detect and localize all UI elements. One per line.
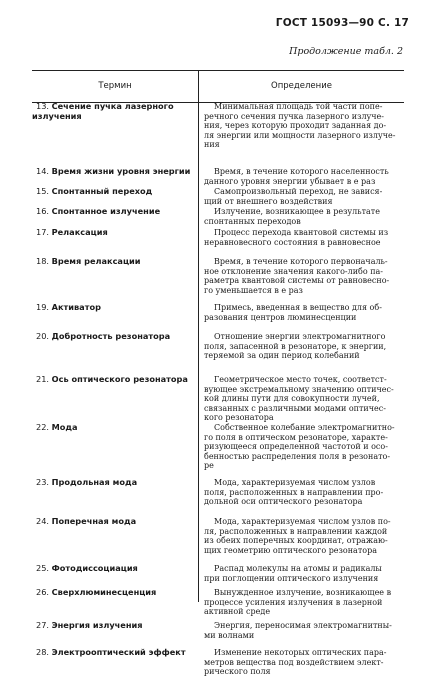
term-text: Спонтанное излучение [51, 206, 161, 216]
definition-cell [204, 423, 402, 471]
definition-line: теряемой за один период колебаний [204, 351, 360, 361]
term-number: 22. [36, 422, 52, 432]
definition-cell [204, 648, 402, 677]
definition-line: дольной оси оптического резонатора [204, 497, 363, 507]
definition-line: щий от внешнего воздействия [204, 196, 333, 206]
definition-line: Отношение энергии электромагнитного [214, 332, 386, 341]
definition-line: ния [204, 140, 220, 150]
term-number: 13. [36, 101, 52, 111]
term-line [32, 257, 197, 267]
term-line [32, 648, 197, 658]
definition-cell [204, 187, 402, 206]
definition-line: поля, запасенной в резонаторе, к энергии, [204, 341, 387, 351]
definition-line: Примесь, введенная в вещество для об- [214, 303, 382, 312]
definition-cell [204, 621, 402, 640]
definition-line: раметра квантовой системы от равновесно- [204, 276, 390, 286]
table-column-divider [198, 70, 199, 602]
term-cell [32, 564, 197, 574]
definition-line: активной среде [204, 607, 271, 617]
definition-line: рического поля [204, 667, 271, 677]
definition-line: Время, в течение которого населенность [214, 167, 389, 176]
term-line [32, 478, 197, 488]
term-text: Релаксация [51, 227, 108, 237]
term-number: 14. [36, 166, 52, 176]
term-text: Сечение пучка лазерного [51, 101, 174, 111]
definition-cell [204, 303, 402, 322]
term-text: Добротность резонатора [51, 331, 171, 341]
definition-line: ное отклонение значения какого-либо па- [204, 266, 384, 276]
term-text: Сверхлюминесценция [51, 587, 157, 597]
term-text: Поперечная мода [51, 516, 137, 526]
definition-line: поля, расположенных в направлении про- [204, 487, 384, 497]
term-cell [32, 187, 197, 197]
term-line [32, 332, 197, 342]
term-cell [32, 207, 197, 217]
definition-cell [204, 257, 402, 295]
term-number: 16. [36, 206, 52, 216]
term-text: Время жизни уровня энергии [51, 166, 191, 176]
term-cell [32, 257, 197, 267]
term-number: 21. [36, 374, 52, 384]
definition-line: неравновесного состояния в равновесное [204, 237, 381, 247]
term-line [32, 517, 197, 527]
definition-line: Собственное колебание электромагнитно- [214, 423, 395, 432]
definition-line: вующее экстремальному значению оптичес- [204, 384, 394, 394]
definition-line: Процесс перехода квантовой системы из [214, 228, 389, 237]
definition-line: процессе усиления излучения в лазерной [204, 597, 383, 607]
definition-line: кой длины пути для совокупности лучей, [204, 394, 380, 404]
term-number: 18. [36, 256, 52, 266]
term-number: 20. [36, 331, 52, 341]
definition-line: Вынужденное излучение, возникающее в [214, 588, 392, 597]
term-number: 28. [36, 647, 52, 657]
term-text: Энергия излучения [51, 620, 143, 630]
term-line [32, 303, 197, 313]
definition-line: Распад молекулы на атомы и радикалы [214, 564, 382, 573]
table-top-rule [32, 70, 404, 71]
term-cell [32, 621, 197, 631]
term-cell [32, 228, 197, 238]
definition-line: разования центров люминесценции [204, 312, 357, 322]
term-number: 19. [36, 302, 52, 312]
definition-cell [204, 564, 402, 583]
term-text: Мода [51, 422, 78, 432]
term-number: 15. [36, 186, 52, 196]
term-line [32, 207, 197, 217]
definition-cell [204, 588, 402, 617]
definition-line: Минимальная площадь той части попе- [214, 102, 383, 111]
term-cell [32, 648, 197, 658]
term-line [32, 588, 197, 598]
definition-line: Время, в течение которого первоначаль- [214, 257, 388, 266]
definition-line: го поля в оптическом резонаторе, характе- [204, 432, 388, 442]
term-number: 17. [36, 227, 52, 237]
term-cell [32, 478, 197, 488]
term-cell [32, 588, 197, 598]
table-continuation-caption: Продолжение табл. 2 [289, 46, 403, 57]
term-text: Электрооптический эффект [51, 647, 186, 657]
term-cell [32, 167, 197, 177]
definition-line: щих геометрию оптического резонатора [204, 545, 377, 555]
column-header-definition: Определение [271, 81, 332, 91]
definition-line: Самопроизвольный переход, не завися- [214, 187, 383, 196]
term-cell [32, 303, 197, 313]
term-number: 27. [36, 620, 52, 630]
terms-table [32, 70, 404, 677]
term-text: излучения [32, 110, 82, 121]
definition-line: связанных с различными модами оптичес- [204, 403, 386, 413]
definition-line: ми волнами [204, 630, 255, 640]
definition-line: из обеих поперечных координат, отражаю- [204, 536, 388, 546]
term-line [32, 228, 197, 238]
definition-line: ля, расположенных в направлении каждой [204, 526, 388, 536]
definition-cell [204, 517, 402, 555]
term-number: 25. [36, 563, 52, 573]
term-text: Спонтанный переход [51, 186, 153, 196]
term-line [32, 167, 197, 177]
definition-line: метров вещества под воздействием элект- [204, 657, 384, 667]
definition-line: кого резонатора [204, 413, 274, 423]
term-text: Продольная мода [51, 477, 138, 487]
definition-line: ния, через которую проходит заданная до- [204, 121, 387, 131]
definition-line: ре [204, 461, 214, 471]
definition-cell [204, 207, 402, 226]
term-line [32, 112, 197, 122]
term-cell [32, 517, 197, 527]
term-cell [32, 375, 197, 385]
definition-line: бенностью распределения поля в резонато- [204, 451, 391, 461]
definition-line: Геометрическое место точек, соответст- [214, 375, 387, 384]
definition-line: го уменьшается в е раз [204, 285, 303, 295]
term-line [32, 423, 197, 433]
definition-cell [204, 228, 402, 247]
term-text: Время релаксации [51, 256, 141, 266]
definition-line: Изменение некоторых оптических пара- [214, 648, 387, 657]
term-text: Активатор [51, 302, 101, 312]
definition-line: Излучение, возникающее в результате [214, 207, 380, 216]
column-header-term: Термин [98, 81, 132, 91]
term-line [32, 187, 197, 197]
term-number: 24. [36, 516, 52, 526]
term-line [32, 375, 197, 385]
definition-line: Мода, характеризуемая числом узлов [214, 478, 376, 487]
definition-line: ля энергии или мощности лазерного излуче- [204, 130, 396, 140]
standard-code: ГОСТ 15093—90 С. 17 [275, 17, 409, 29]
term-cell [32, 423, 197, 433]
term-text: Фотодиссоциация [51, 563, 138, 573]
definition-line: спонтанных переходов [204, 216, 301, 226]
term-number: 23. [36, 477, 52, 487]
definition-line: при поглощении оптического излучения [204, 573, 379, 583]
definition-cell [204, 167, 402, 186]
definition-line: Мода, характеризуемая числом узлов по- [214, 517, 391, 526]
term-line [32, 564, 197, 574]
definition-line: Энергия, переносимая электромагнитны- [214, 621, 392, 630]
definition-cell [204, 478, 402, 507]
term-cell [32, 102, 197, 121]
definition-line: речного сечения пучка лазерного излуче- [204, 111, 384, 121]
term-text: Ось оптического резонатора [51, 374, 188, 384]
definition-cell [204, 332, 402, 361]
term-cell [32, 332, 197, 342]
term-line [32, 621, 197, 631]
definition-line: данного уровня энергии убывает в е раз [204, 176, 376, 186]
definition-cell [204, 102, 402, 150]
definition-cell [204, 375, 402, 423]
term-number: 26. [36, 587, 52, 597]
definition-line: ризующееся определенной частотой и осо- [204, 442, 388, 452]
